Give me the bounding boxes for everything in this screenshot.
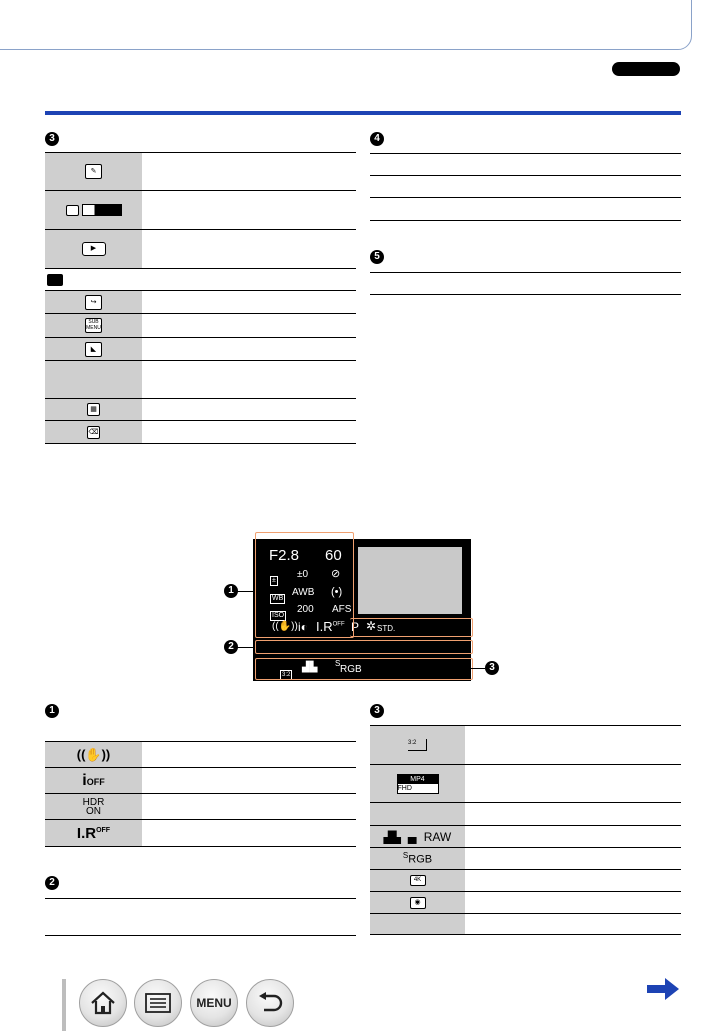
aspect-ratio-icon: 3:2 — [408, 739, 427, 751]
exposure-value: ±0 — [297, 569, 309, 580]
list-icon — [145, 993, 171, 1013]
page-header-frame — [0, 0, 692, 50]
photo-style-icon: ✲ — [366, 619, 377, 633]
quality-icon: ▟▙ — [302, 662, 318, 673]
briefcase-icon — [47, 274, 63, 286]
table-row — [45, 768, 356, 794]
table-row — [45, 361, 356, 399]
return-icon — [256, 992, 284, 1014]
export-icon: ↪ — [85, 295, 102, 310]
table-row — [45, 191, 356, 230]
section-3-table — [45, 152, 356, 444]
divider — [370, 294, 681, 295]
4k-photo-icon: 4K — [410, 875, 426, 886]
table-row — [370, 803, 681, 826]
arrow-right-icon — [645, 976, 681, 1002]
menu-button[interactable] — [190, 979, 238, 1027]
home-button[interactable] — [79, 979, 127, 1027]
photo-style-value: STD. — [377, 624, 396, 633]
table-row — [45, 399, 356, 421]
table-row — [370, 870, 681, 892]
table-row — [45, 291, 356, 314]
focus-mode: AFS — [332, 604, 352, 615]
area-2-outline — [255, 640, 473, 654]
section-3b-marker: 3 — [370, 704, 384, 718]
stabilizer-icon: ((✋)) — [76, 746, 111, 762]
table-row — [45, 269, 356, 291]
trash-icon: ⌫ — [87, 426, 100, 439]
table-row — [370, 765, 681, 803]
iso-label: ISO — [272, 612, 285, 619]
wb-value: AWB — [292, 587, 315, 598]
home-icon — [89, 990, 117, 1016]
section-1-table — [45, 741, 356, 847]
callout-line — [471, 668, 485, 669]
srgb-value: RGB — [340, 664, 362, 675]
table-row — [45, 794, 356, 820]
wb-label: WB — [272, 595, 284, 602]
playback-icon: ▶ — [82, 242, 106, 256]
section-5-marker: 5 — [370, 250, 384, 264]
section-1-marker: 1 — [45, 704, 59, 718]
back-button[interactable] — [246, 979, 294, 1027]
area-1-outline-ext — [350, 618, 473, 637]
section-4-marker: 4 — [370, 132, 384, 146]
metering-icon: (•) — [331, 586, 343, 598]
table-row — [370, 892, 681, 914]
callout-1: 1 — [224, 584, 238, 598]
srgb-s: S — [335, 659, 341, 668]
table-row — [370, 848, 681, 870]
divider — [45, 898, 356, 899]
ir-off-icon: $I.R^{OFF}$ — [316, 619, 345, 634]
table-row — [45, 230, 356, 269]
divider — [370, 175, 681, 176]
aspect-ratio-icon: 3:2 — [282, 672, 291, 678]
stabilizer-icon: ((✋)) — [272, 621, 298, 632]
table-row — [45, 153, 356, 191]
callout-2: 2 — [224, 640, 238, 654]
mp4-fhd-icon: MP4 FHD — [397, 774, 439, 794]
section-rule — [45, 111, 681, 115]
i-dynamic-icon: i◐ — [298, 620, 308, 634]
section-2-marker: 2 — [45, 876, 59, 890]
aspect-grid-icon: ▦ — [87, 403, 100, 416]
chapter-tab — [612, 62, 680, 76]
srgb-icon: $^S$RGB — [402, 851, 433, 866]
next-page-button[interactable] — [645, 976, 681, 1007]
divider — [370, 197, 681, 198]
aperture-value: F2.8 — [269, 547, 300, 564]
flash-off-icon: ⊘ — [331, 568, 341, 580]
table-row — [45, 338, 356, 361]
callout-3: 3 — [485, 661, 499, 675]
section-3-marker: 3 — [45, 132, 59, 146]
area-3-outline — [255, 658, 473, 680]
table-row — [370, 726, 681, 765]
divider — [45, 935, 356, 936]
table-row — [45, 314, 356, 338]
i-off-icon: iOFF — [82, 771, 105, 789]
sub-menu-icon: SUB MENU — [86, 319, 101, 331]
table-row — [45, 421, 356, 444]
section-3b-table — [370, 725, 681, 935]
hdr-on-icon: HDR ON — [82, 796, 105, 817]
ir-off-icon: $I.R^{OFF}$ — [76, 824, 111, 842]
menu-label: MENU — [196, 996, 232, 1010]
divider — [370, 272, 681, 273]
divider — [370, 220, 681, 221]
table-row — [45, 820, 356, 847]
shutter-value: 60 — [325, 547, 342, 564]
callout-line — [236, 647, 255, 648]
burst-bar-icon — [66, 204, 122, 216]
post-focus-icon: ◉ — [410, 897, 426, 909]
silent-icon: ◣ — [85, 342, 102, 357]
contents-button[interactable] — [134, 979, 182, 1027]
edit-note-icon: ✎ — [85, 164, 102, 179]
nav-divider — [62, 979, 66, 1031]
iso-value: 200 — [297, 604, 314, 615]
callout-line — [236, 591, 255, 592]
mode-value: P — [351, 620, 360, 634]
table-row — [370, 914, 681, 935]
exposure-comp-icon: ± — [272, 577, 276, 584]
quality-raw-icon: ▟▙ ▗▖ RAW — [383, 829, 452, 844]
table-row — [45, 742, 356, 768]
area-1-outline — [255, 532, 354, 638]
live-view-area — [358, 547, 462, 614]
divider — [370, 153, 681, 154]
table-row — [370, 826, 681, 848]
